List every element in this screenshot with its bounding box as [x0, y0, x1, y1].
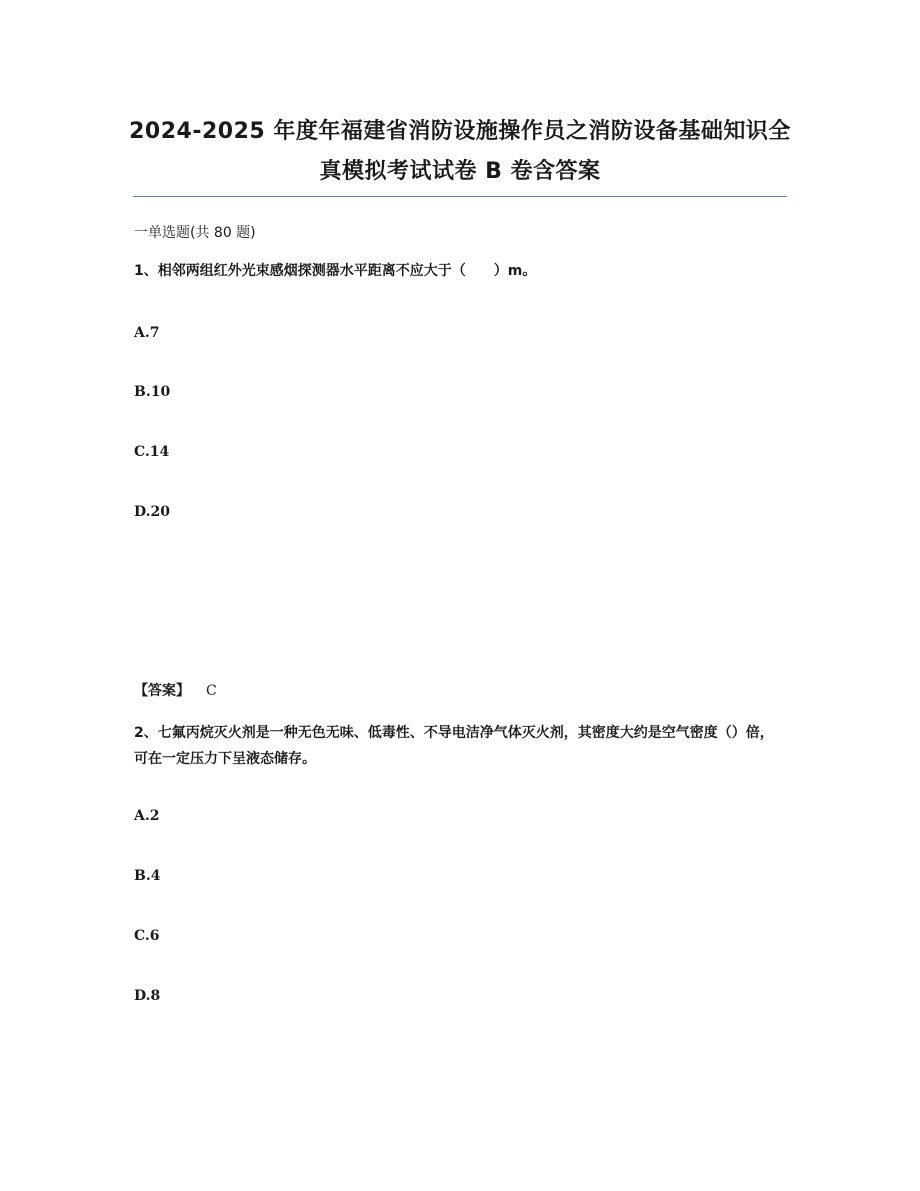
question-2-option-b: B.4 [134, 868, 161, 884]
question-2-option-d: D.8 [134, 988, 161, 1004]
question-1-text: 1、相邻两组红外光束感烟探测器水平距离不应大于（ ）m。 [134, 263, 537, 279]
question-2-text: 2、七氟丙烷灭火剂是一种无色无味、低毒性、不导电洁净气体灭火剂，其密度大约是空气密度（）倍，可在一定压力下呈液态储存。 [134, 725, 774, 767]
question-1-option-a: A.7 [134, 325, 160, 341]
answer-value: C [206, 683, 217, 699]
question-1-option-d: D.20 [134, 504, 170, 520]
question-1-option-c: C.14 [134, 444, 170, 460]
title-divider [133, 196, 787, 197]
section-title: 一单选题(共 80 题) [134, 225, 256, 241]
question-2-option-a: A.2 [134, 808, 160, 824]
answer-label: 【答案】 [134, 683, 190, 699]
question-2-option-c: C.6 [134, 928, 160, 944]
document-title: 2024-2025 年度年福建省消防设施操作员之消防设备基础知识全真模拟考试试卷 B 卷含答案 [129, 119, 791, 184]
question-1-answer [134, 679, 217, 703]
question-1-option-b: B.10 [134, 384, 171, 400]
